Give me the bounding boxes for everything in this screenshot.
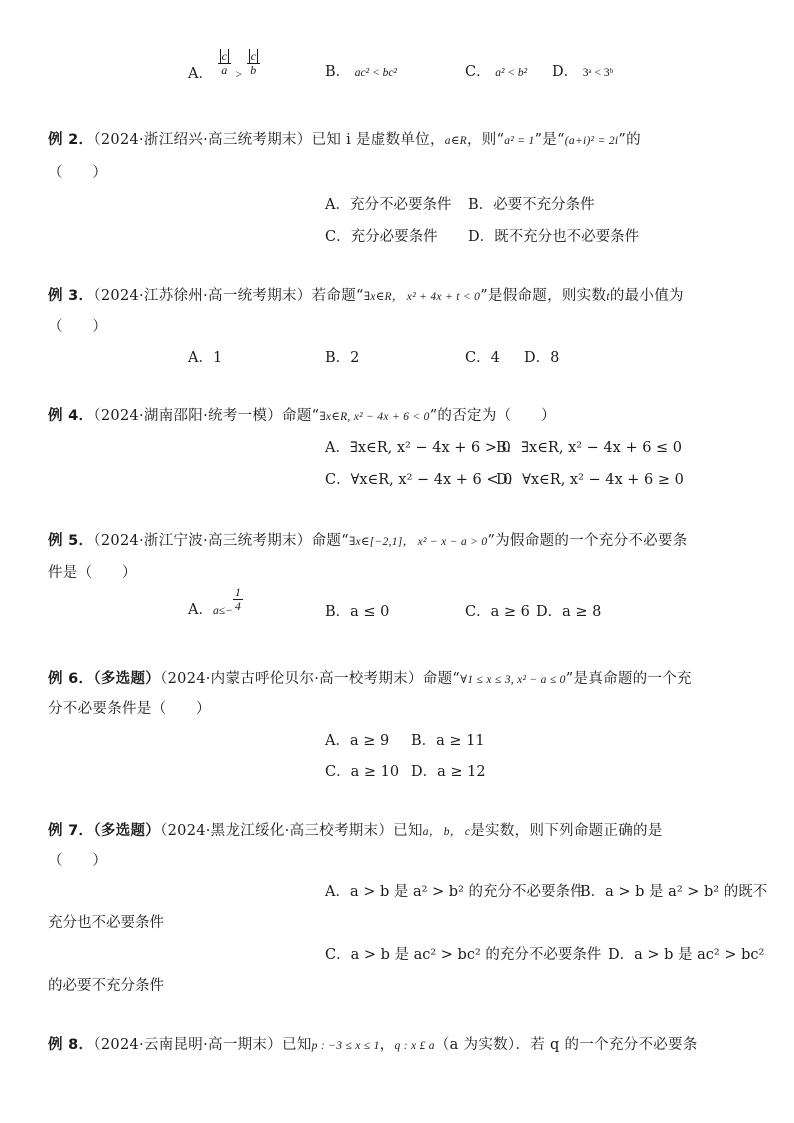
ex3-option-a: A．1 [188,350,223,366]
ex5-stem: 例 5．（2024·浙江宁波·高三统考期末）命题“∃x∈[−2,1]， x² − x − a > 0”为假命题的一个充分不必要条 [48,533,688,549]
ex2-stem: 例 2．（2024·浙江绍兴·高三统考期末）已知 i 是虚数单位，a∈R，则“a² = 1”是“(a+i)² = 2i”的 [48,132,641,148]
ex7-option-c: C．a > b 是 ac² > bc² 的充分不必要条件 [325,947,602,963]
ex1-option-a: A． $\frac{c}{a}$ > $\frac{c}{b}$ [188,62,260,83]
ex6-option-d: D．a ≥ 12 [411,764,486,780]
ex4-option-b: B．∃x∈R, x² − 4x + 6 ≤ 0 [496,440,683,456]
ex3-option-b: B．2 [325,350,360,366]
ex2-option-c: C．充分必要条件 [325,229,438,245]
ex1-option-a-frac-left: $\frac{c}{a}$ [218,50,231,77]
ex1-option-d: D． 3ᵃ < 3ᵇ [552,64,614,80]
ex4-option-d: D．∀x∈R, x² − 4x + 6 ≥ 0 [496,472,684,488]
ex3-option-d: D．8 [524,350,560,366]
ex5-option-c: C．a ≥ 6 [465,604,530,620]
ex4-option-c: C．∀x∈R, x² − 4x + 6 < 0 [325,472,513,488]
ex7-option-d-cont: 的必要不充分条件 [48,978,164,994]
ex5-option-d: D．a ≥ 8 [536,604,602,620]
ex5-stem-cont: 件是（ ） [48,565,137,581]
ex8-stem: 例 8．（2024·云南昆明·高一期末）已知p : −3 ≤ x ≤ 1，q : x £ a（a 为实数）．若 q 的一个充分不必要条 [48,1037,698,1053]
ex6-option-b: B．a ≥ 11 [411,733,485,749]
ex5-option-b: B．a ≤ 0 [325,604,390,620]
ex3-stem: 例 3．（2024·江苏徐州·高一统考期末）若命题“∃x∈R， x² + 4x + t < 0”是假命题，则实数t的最小值为 [48,288,684,304]
ex7-option-b-cont: 充分也不必要条件 [48,915,164,931]
ex1-option-c: C． a² < b² [465,64,528,80]
ex2-option-a: A．充分不必要条件 [325,197,452,213]
ex4-stem: 例 4．（2024·湖南邵阳·统考一模）命题“∃x∈R, x² − 4x + 6 < 0”的否定为（ ） [48,408,556,424]
ex2-option-d: D．既不充分也不必要条件 [468,229,640,245]
ex2-paren: （ ） [48,165,108,181]
ex6-option-c: C．a ≥ 10 [325,764,400,780]
ex6-stem-cont: 分不必要条件是（ ） [48,701,211,717]
ex7-paren: （ ） [48,853,108,869]
ex6-stem: 例 6．（多选题）（2024·内蒙古呼伦贝尔·高一校考期末）命题“∀1 ≤ x ≤ 3, x² − a ≤ 0”是真命题的一个充 [48,671,692,687]
ex7-stem: 例 7．（多选题）（2024·黑龙江绥化·高三校考期末）已知a， b， c是实数，则下列命题正确的是 [48,823,663,839]
ex7-option-a: A．a > b 是 a² > b² 的充分不必要条件 [325,884,585,900]
ex7-option-b: B．a > b 是 a² > b² 的既不 [580,884,768,900]
ex5-option-a-frac: $\frac{1}{4}$ [234,584,241,613]
ex1-option-a-frac-right: $\frac{c}{b}$ [247,50,260,77]
ex2-option-b: B．必要不充分条件 [468,197,595,213]
ex7-option-d: D．a > b 是 ac² > bc² [608,947,765,963]
ex1-option-b: B． ac² < bc² [325,64,397,80]
ex6-option-a: A．a ≥ 9 [325,733,390,749]
ex3-paren: （ ） [48,319,108,335]
ex4-option-a: A．∃x∈R, x² − 4x + 6 > 0 [325,440,511,456]
ex3-option-c: C．4 [465,350,500,366]
ex5-option-a: A．a≤− $\frac{1}{4}$ [188,584,241,618]
